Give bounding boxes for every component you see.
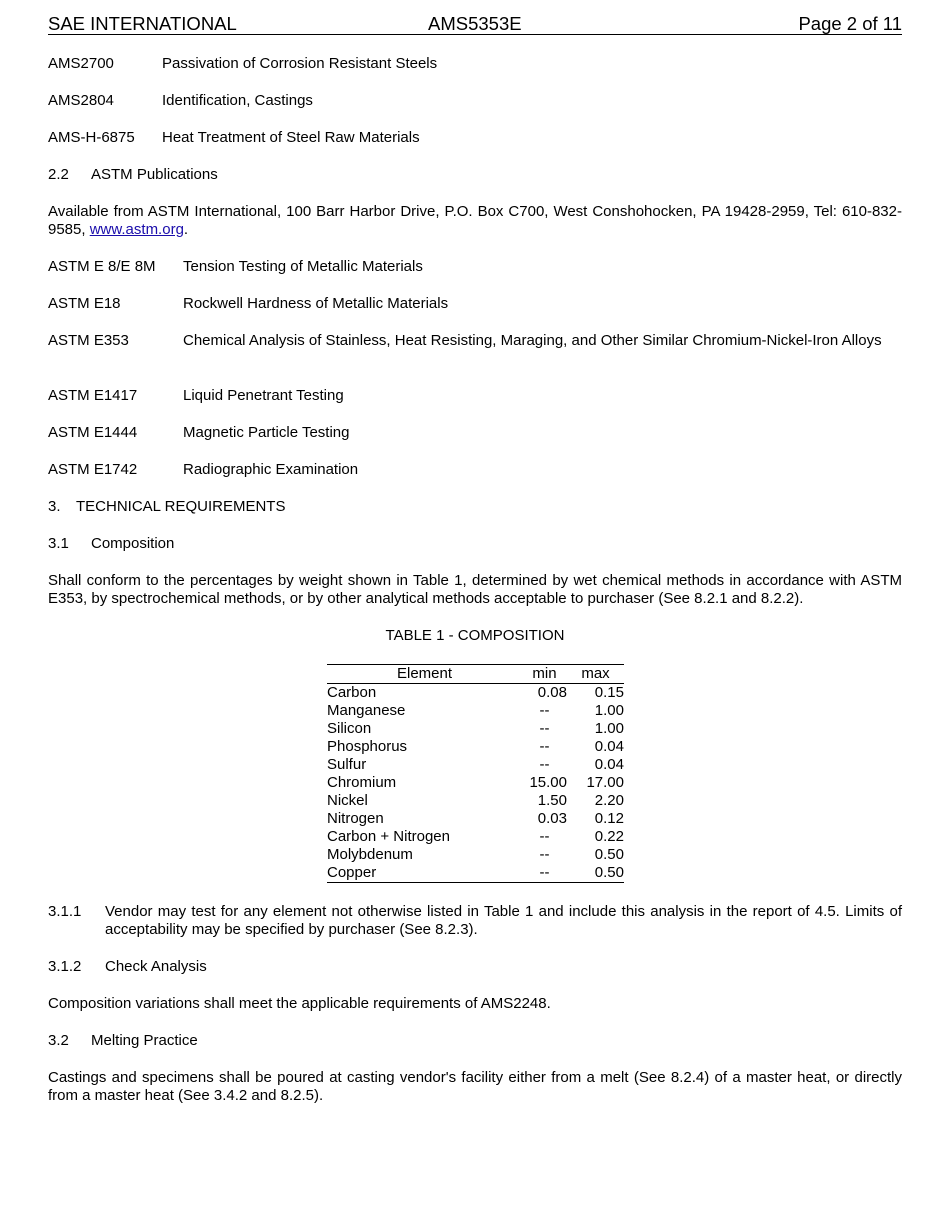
element-cell: Nitrogen <box>327 810 384 827</box>
min-cell: 0.08 <box>537 684 567 701</box>
max-cell: 0.22 <box>594 828 624 845</box>
min-cell: -- <box>539 738 550 755</box>
astm-availability-end: . <box>183 221 189 238</box>
header-org: SAE INTERNATIONAL <box>48 13 237 34</box>
ref-code: ASTM E1417 <box>48 387 138 404</box>
table-row <box>327 702 624 720</box>
ref-title: Magnetic Particle Testing <box>183 424 350 441</box>
max-cell: 1.00 <box>594 720 624 737</box>
section-number: 3.1.2 <box>48 958 82 975</box>
max-cell: 0.12 <box>594 810 624 827</box>
ref-title: Identification, Castings <box>162 92 313 109</box>
check-analysis-paragraph: Composition variations shall meet the applicable requirements of AMS2248. <box>48 995 551 1012</box>
element-cell: Manganese <box>327 702 406 719</box>
table-row <box>327 774 624 792</box>
max-cell: 0.04 <box>594 756 624 773</box>
table-row <box>327 864 624 883</box>
ref-code: ASTM E1742 <box>48 461 138 478</box>
section-title: Check Analysis <box>105 958 207 975</box>
ref-code: AMS-H-6875 <box>48 129 135 146</box>
table-row <box>327 720 624 738</box>
section-title: ASTM Publications <box>91 166 218 183</box>
section-number: 3.2 <box>48 1032 69 1049</box>
min-cell: 1.50 <box>537 792 567 809</box>
section-title: Melting Practice <box>91 1032 198 1049</box>
section-number: 3. <box>48 498 61 515</box>
page-header <box>48 12 902 35</box>
element-cell: Copper <box>327 864 377 881</box>
min-cell: -- <box>539 702 550 719</box>
max-cell: 17.00 <box>586 774 624 791</box>
element-cell: Carbon <box>327 684 377 701</box>
melting-practice-paragraph: Castings and specimens shall be poured at casting vendor's facility either from a melt (See 8.2.4) of a master heat, or directly from a master heat (See 3.4.2 and 8.2.5). <box>48 1069 902 1104</box>
section-number: 3.1 <box>48 535 69 552</box>
ref-code: ASTM E353 <box>48 332 129 349</box>
max-cell: 0.50 <box>594 846 624 863</box>
ref-code: ASTM E18 <box>48 295 121 312</box>
max-cell: 1.00 <box>594 702 624 719</box>
ref-code: ASTM E 8/E 8M <box>48 258 156 275</box>
column-header-min: min <box>532 665 557 682</box>
ref-title: Heat Treatment of Steel Raw Materials <box>162 129 420 146</box>
min-cell: -- <box>539 846 550 863</box>
table-row <box>327 828 624 846</box>
ref-code: AMS2804 <box>48 92 114 109</box>
ref-title: Radiographic Examination <box>183 461 359 478</box>
table-row <box>327 684 624 703</box>
element-cell: Sulfur <box>327 756 367 773</box>
element-cell: Silicon <box>327 720 372 737</box>
table-row <box>327 756 624 774</box>
element-cell: Nickel <box>327 792 368 809</box>
max-cell: 0.15 <box>594 684 624 701</box>
astm-availability-text: Available from ASTM International, 100 Barr Harbor Drive, P.O. Box C700, West Conshohocken, PA 19428-2959, Tel: 610-832-9585, <box>48 203 902 238</box>
min-cell: 0.03 <box>537 810 567 827</box>
element-cell: Carbon + Nitrogen <box>327 828 450 845</box>
min-cell: -- <box>539 720 550 737</box>
ref-title: Liquid Penetrant Testing <box>183 387 344 404</box>
min-cell: -- <box>539 864 550 881</box>
header-doc-number: AMS5353E <box>428 13 522 34</box>
table-row <box>327 810 624 828</box>
vendor-test-paragraph: Vendor may test for any element not otherwise listed in Table 1 and include this analysis in the report of 4.5. Limits of acceptability may be specified by purchaser (See 8.2.3). <box>105 903 902 938</box>
element-cell: Molybdenum <box>327 846 413 863</box>
ref-title: Tension Testing of Metallic Materials <box>183 258 423 275</box>
composition-table <box>327 664 624 883</box>
min-cell: -- <box>539 756 550 773</box>
ref-code: ASTM E1444 <box>48 424 138 441</box>
ref-code: AMS2700 <box>48 55 114 72</box>
astm-website-link[interactable]: www.astm.org <box>89 221 184 238</box>
header-page-number: Page 2 of 11 <box>798 13 902 34</box>
astm-availability-paragraph <box>48 203 902 239</box>
table-row <box>327 792 624 810</box>
min-cell: 15.00 <box>529 774 567 791</box>
table-caption: TABLE 1 - COMPOSITION <box>385 627 565 644</box>
min-cell: -- <box>539 828 550 845</box>
element-cell: Phosphorus <box>327 738 408 755</box>
ref-title: Passivation of Corrosion Resistant Steels <box>162 55 438 72</box>
composition-paragraph: Shall conform to the percentages by weight shown in Table 1, determined by wet chemical methods in accordance with ASTM E353, by spectrochemical methods, or by other analytical methods acceptable to purchaser (See 8.2.1 and 8.2.2). <box>48 572 902 607</box>
max-cell: 0.04 <box>594 738 624 755</box>
section-number: 3.1.1 <box>48 903 82 920</box>
max-cell: 2.20 <box>594 792 624 809</box>
table-row <box>327 846 624 864</box>
max-cell: 0.50 <box>594 864 624 881</box>
column-header-element: Element <box>396 665 453 682</box>
table-header-row <box>327 665 624 684</box>
section-title: Composition <box>91 535 175 552</box>
section-title: TECHNICAL REQUIREMENTS <box>76 498 286 515</box>
ref-title: Rockwell Hardness of Metallic Materials <box>183 295 449 312</box>
element-cell: Chromium <box>327 774 397 791</box>
table-row <box>327 738 624 756</box>
section-number: 2.2 <box>48 166 69 183</box>
ref-title: Chemical Analysis of Stainless, Heat Resisting, Maraging, and Other Similar Chromium-Nickel-Iron Alloys <box>183 332 882 349</box>
column-header-max: max <box>581 665 610 682</box>
